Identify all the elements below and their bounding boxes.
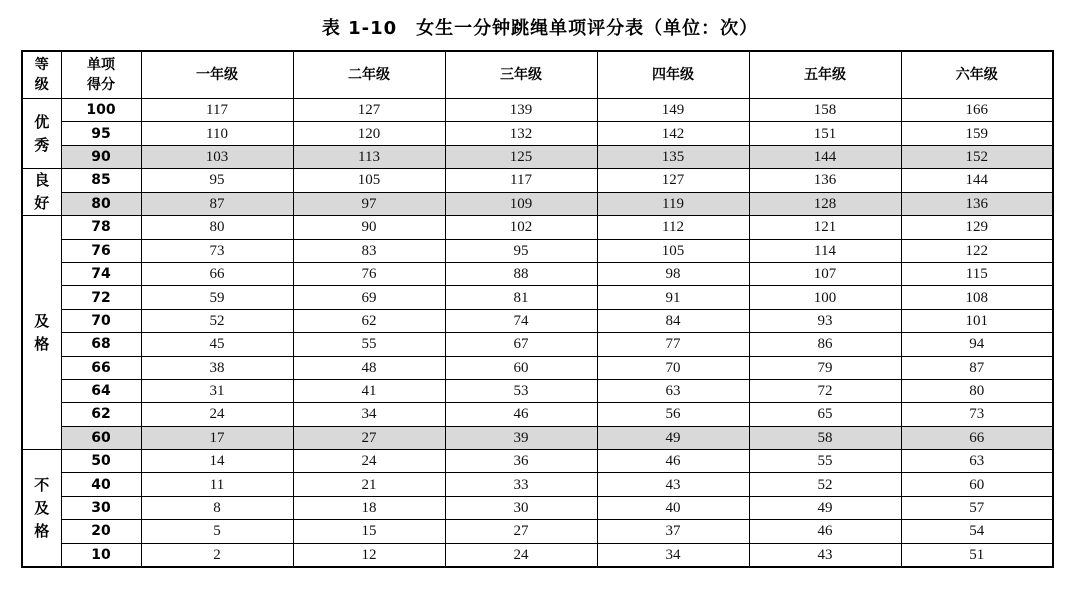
value-cell: 63: [901, 450, 1053, 473]
score-cell: 60: [61, 426, 141, 449]
table-row: [22, 520, 1053, 543]
value-cell: 144: [901, 169, 1053, 193]
value-cell: 84: [597, 309, 749, 332]
value-cell: 74: [445, 309, 597, 332]
header-row: [22, 51, 1053, 99]
value-cell: 54: [901, 520, 1053, 543]
value-cell: 94: [901, 333, 1053, 356]
table-row: [22, 403, 1053, 426]
value-cell: 151: [749, 122, 901, 145]
value-cell: 73: [141, 239, 293, 262]
value-cell: 34: [597, 543, 749, 567]
score-cell: 62: [61, 403, 141, 426]
grade-level-cell: [22, 99, 61, 169]
header-grade-level: [22, 51, 61, 99]
value-cell: 101: [901, 309, 1053, 332]
value-cell: 108: [901, 286, 1053, 309]
value-cell: 93: [749, 309, 901, 332]
value-cell: 52: [141, 309, 293, 332]
header-grade-3: 三年级: [445, 51, 597, 99]
value-cell: 40: [597, 496, 749, 519]
value-cell: 129: [901, 216, 1053, 239]
value-cell: 70: [597, 356, 749, 379]
grade-level-char: 好: [34, 194, 50, 213]
value-cell: 72: [749, 379, 901, 402]
table-row: [22, 426, 1053, 449]
value-cell: 55: [749, 450, 901, 473]
value-cell: 14: [141, 450, 293, 473]
value-cell: 2: [141, 543, 293, 567]
value-cell: 87: [901, 356, 1053, 379]
value-cell: 136: [901, 192, 1053, 216]
value-cell: 24: [293, 450, 445, 473]
header-grade-6: 六年级: [901, 51, 1053, 99]
value-cell: 132: [445, 122, 597, 145]
value-cell: 98: [597, 262, 749, 285]
value-cell: 135: [597, 145, 749, 168]
score-cell: 74: [61, 262, 141, 285]
value-cell: 15: [293, 520, 445, 543]
value-cell: 60: [445, 356, 597, 379]
value-cell: 81: [445, 286, 597, 309]
value-cell: 39: [445, 426, 597, 449]
value-cell: 65: [749, 403, 901, 426]
table-title: 表 1-10 女生一分钟跳绳单项评分表（单位：次）: [321, 18, 759, 39]
value-cell: 66: [901, 426, 1053, 449]
value-cell: 97: [293, 192, 445, 216]
value-cell: 17: [141, 426, 293, 449]
score-cell: 100: [61, 99, 141, 122]
header-score: [61, 51, 141, 99]
value-cell: 24: [445, 543, 597, 567]
value-cell: 45: [141, 333, 293, 356]
value-cell: 87: [141, 192, 293, 216]
score-cell: 80: [61, 192, 141, 216]
value-cell: 43: [597, 473, 749, 496]
value-cell: 34: [293, 403, 445, 426]
value-cell: 149: [597, 99, 749, 122]
value-cell: 90: [293, 216, 445, 239]
grade-level-char: 格: [34, 334, 50, 353]
score-cell: 10: [61, 543, 141, 567]
value-cell: 51: [901, 543, 1053, 567]
value-cell: 27: [445, 520, 597, 543]
value-cell: 110: [141, 122, 293, 145]
value-cell: 166: [901, 99, 1053, 122]
value-cell: 46: [445, 403, 597, 426]
value-cell: 142: [597, 122, 749, 145]
value-cell: 49: [749, 496, 901, 519]
value-cell: 103: [141, 145, 293, 168]
value-cell: 18: [293, 496, 445, 519]
score-cell: 72: [61, 286, 141, 309]
value-cell: 31: [141, 379, 293, 402]
value-cell: 158: [749, 99, 901, 122]
value-cell: 46: [597, 450, 749, 473]
value-cell: 107: [749, 262, 901, 285]
table-row: [22, 473, 1053, 496]
value-cell: 67: [445, 333, 597, 356]
grade-level-cell: [22, 216, 61, 450]
value-cell: 105: [597, 239, 749, 262]
value-cell: 122: [901, 239, 1053, 262]
table-row: [22, 169, 1053, 193]
value-cell: 105: [293, 169, 445, 193]
value-cell: 79: [749, 356, 901, 379]
value-cell: 30: [445, 496, 597, 519]
table-row: [22, 145, 1053, 168]
value-cell: 112: [597, 216, 749, 239]
score-cell: 50: [61, 450, 141, 473]
value-cell: 46: [749, 520, 901, 543]
value-cell: 128: [749, 192, 901, 216]
value-cell: 120: [293, 122, 445, 145]
value-cell: 95: [445, 239, 597, 262]
value-cell: 55: [293, 333, 445, 356]
value-cell: 119: [597, 192, 749, 216]
value-cell: 63: [597, 379, 749, 402]
value-cell: 53: [445, 379, 597, 402]
header-grade-4: 四年级: [597, 51, 749, 99]
value-cell: 21: [293, 473, 445, 496]
value-cell: 12: [293, 543, 445, 567]
score-cell: 70: [61, 309, 141, 332]
header-grade-2: 二年级: [293, 51, 445, 99]
value-cell: 43: [749, 543, 901, 567]
value-cell: 41: [293, 379, 445, 402]
grade-level-char: 优: [34, 112, 50, 131]
table-row: [22, 239, 1053, 262]
header-grade-level-char: 等: [34, 57, 49, 73]
value-cell: 56: [597, 403, 749, 426]
value-cell: 62: [293, 309, 445, 332]
score-cell: 90: [61, 145, 141, 168]
table-row: [22, 216, 1053, 239]
table-row: [22, 122, 1053, 145]
value-cell: 27: [293, 426, 445, 449]
score-cell: 76: [61, 239, 141, 262]
value-cell: 76: [293, 262, 445, 285]
value-cell: 86: [749, 333, 901, 356]
value-cell: 109: [445, 192, 597, 216]
value-cell: 36: [445, 450, 597, 473]
value-cell: 11: [141, 473, 293, 496]
value-cell: 77: [597, 333, 749, 356]
table-row: [22, 543, 1053, 567]
table-row: [22, 450, 1053, 473]
score-cell: 40: [61, 473, 141, 496]
value-cell: 115: [901, 262, 1053, 285]
value-cell: 57: [901, 496, 1053, 519]
value-cell: 58: [749, 426, 901, 449]
value-cell: 60: [901, 473, 1053, 496]
value-cell: 125: [445, 145, 597, 168]
value-cell: 102: [445, 216, 597, 239]
grade-level-char: 不: [34, 475, 50, 494]
value-cell: 121: [749, 216, 901, 239]
value-cell: 37: [597, 520, 749, 543]
score-cell: 66: [61, 356, 141, 379]
grade-level-cell: [22, 169, 61, 216]
value-cell: 127: [597, 169, 749, 193]
grade-level-char: 及: [34, 498, 50, 517]
value-cell: 80: [901, 379, 1053, 402]
score-cell: 85: [61, 169, 141, 193]
value-cell: 48: [293, 356, 445, 379]
value-cell: 24: [141, 403, 293, 426]
scoring-table: [21, 50, 1054, 568]
table-row: [22, 333, 1053, 356]
value-cell: 38: [141, 356, 293, 379]
score-cell: 68: [61, 333, 141, 356]
value-cell: 33: [445, 473, 597, 496]
value-cell: 73: [901, 403, 1053, 426]
table-row: [22, 496, 1053, 519]
grade-level-char: 格: [34, 521, 50, 540]
score-cell: 30: [61, 496, 141, 519]
value-cell: 136: [749, 169, 901, 193]
value-cell: 114: [749, 239, 901, 262]
table-row: [22, 309, 1053, 332]
value-cell: 83: [293, 239, 445, 262]
value-cell: 66: [141, 262, 293, 285]
table-header: [22, 51, 1053, 99]
table-row: [22, 99, 1053, 122]
value-cell: 88: [445, 262, 597, 285]
header-score-line: 单项: [87, 57, 115, 73]
score-cell: 78: [61, 216, 141, 239]
value-cell: 95: [141, 169, 293, 193]
value-cell: 127: [293, 99, 445, 122]
value-cell: 139: [445, 99, 597, 122]
header-grade-5: 五年级: [749, 51, 901, 99]
value-cell: 80: [141, 216, 293, 239]
value-cell: 117: [141, 99, 293, 122]
grade-level-char: 及: [34, 311, 50, 330]
table-body: [22, 99, 1053, 568]
value-cell: 91: [597, 286, 749, 309]
value-cell: 159: [901, 122, 1053, 145]
score-cell: 64: [61, 379, 141, 402]
value-cell: 117: [445, 169, 597, 193]
table-row: [22, 192, 1053, 216]
grade-level-cell: [22, 450, 61, 567]
header-score-line: 得分: [87, 77, 115, 93]
value-cell: 59: [141, 286, 293, 309]
score-cell: 95: [61, 122, 141, 145]
value-cell: 144: [749, 145, 901, 168]
table-row: [22, 356, 1053, 379]
value-cell: 5: [141, 520, 293, 543]
header-grade-level-char: 级: [34, 77, 49, 93]
table-row: [22, 286, 1053, 309]
table-row: [22, 379, 1053, 402]
value-cell: 69: [293, 286, 445, 309]
value-cell: 8: [141, 496, 293, 519]
value-cell: 100: [749, 286, 901, 309]
score-cell: 20: [61, 520, 141, 543]
grade-level-char: 良: [34, 171, 50, 190]
value-cell: 152: [901, 145, 1053, 168]
grade-level-char: 秀: [34, 135, 50, 154]
value-cell: 49: [597, 426, 749, 449]
header-grade-1: 一年级: [141, 51, 293, 99]
value-cell: 113: [293, 145, 445, 168]
table-row: [22, 262, 1053, 285]
value-cell: 52: [749, 473, 901, 496]
